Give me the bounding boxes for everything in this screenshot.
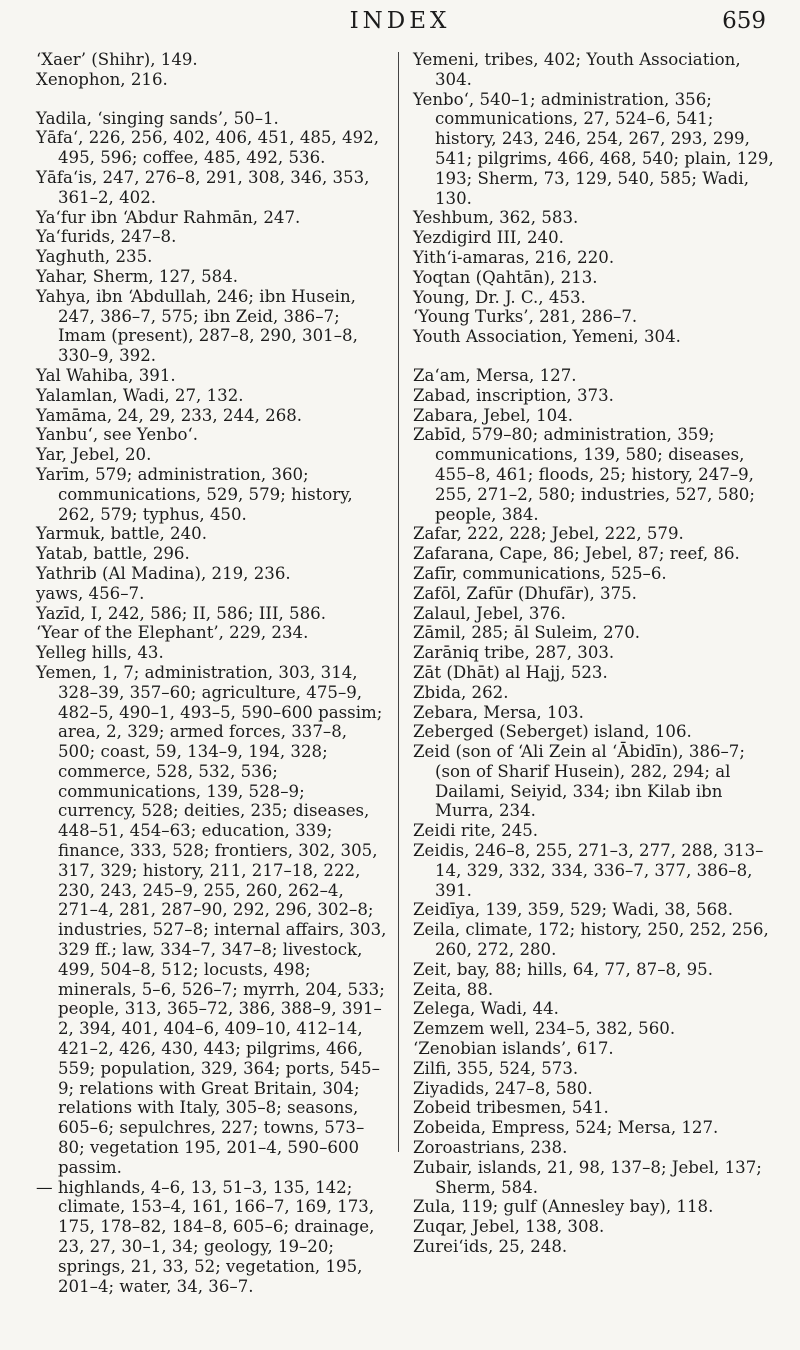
index-entry: Zeberged (Seberget) island, 106. <box>413 722 692 742</box>
index-entry: Young, Dr. J. C., 453. <box>413 287 586 307</box>
index-columns <box>0 50 800 1350</box>
index-entry: Zula, 119; gulf (Annesley bay), 118. <box>413 1197 714 1217</box>
index-entry: Zabad, inscription, 373. <box>413 385 614 405</box>
index-entry: Yahar, Sherm, 127, 584. <box>36 266 239 286</box>
index-entry: Zoroastrians, 238. <box>413 1138 568 1158</box>
index-entry: Xenophon, 216. <box>36 69 168 89</box>
index-entry: Zafīr, communications, 525–6. <box>413 563 667 583</box>
index-entry: ‘Zenobian islands’, 617. <box>413 1039 614 1059</box>
index-entry: Yathrib (Al Madina), 219, 236. <box>36 563 291 583</box>
index-entry: Zarāniq tribe, 287, 303. <box>413 643 615 663</box>
index-entry: — highlands, 4–6, 13, 51–3, 135, 142; climate, 153–4, 161, 166–7, 169, 173, 175, 178–82, 184–8, 605–6; drainage, 23, 27, 30–1, 34; geology, 19–20; springs, 21, 33, 52; vegetation, 195, 201–4; water, 34, 36–7. <box>36 1177 375 1296</box>
index-entry: Yāfa‘is, 247, 276–8, 291, 308, 346, 353, 361–2, 402. <box>36 167 370 207</box>
index-entry: Yazīd, I, 242, 586; II, 586; III, 586. <box>36 603 327 623</box>
index-entry: Yezdigird III, 240. <box>413 228 564 248</box>
index-entry: ‘Xaer’ (Shihr), 149. <box>36 50 198 69</box>
index-entry: Ya‘fur ibn ‘Abdur Rahmān, 247. <box>36 207 301 227</box>
index-entry: Ziyadids, 247–8, 580. <box>413 1078 593 1098</box>
index-entry: Zāt (Dhāt) al Hajj, 523. <box>413 662 608 682</box>
index-entry: Yarīm, 579; administration, 360; communications, 529, 579; history, 262, 579; typhus, 450. <box>36 464 353 524</box>
index-entry: Yamāma, 24, 29, 233, 244, 268. <box>36 405 303 425</box>
index-entry: Yelleg hills, 43. <box>36 643 164 663</box>
index-entry: Zāmil, 285; āl Suleim, 270. <box>413 623 641 643</box>
index-entry: Yal Wahiba, 391. <box>36 365 176 385</box>
index-entry: Zubair, islands, 21, 98, 137–8; Jebel, 137; Sherm, 584. <box>413 1157 762 1197</box>
index-entry: Zeidīya, 139, 359, 529; Wadi, 38, 568. <box>413 900 733 920</box>
left-column <box>36 50 388 1296</box>
index-entry: Zeila, climate, 172; history, 250, 252, 256, 260, 272, 280. <box>413 920 769 960</box>
page-number: 659 <box>722 8 766 34</box>
index-entry: Yanbu‘, see Yenbo‘. <box>36 425 198 445</box>
running-head: INDEX <box>349 8 451 34</box>
index-entry: Zebara, Mersa, 103. <box>413 702 584 722</box>
index-entry: Zeidis, 246–8, 255, 271–3, 277, 288, 313–14, 329, 332, 334, 336–7, 377, 386–8, 391. <box>413 841 764 900</box>
index-entry: Yaghuth, 235. <box>36 247 153 267</box>
index-entry: Yadila, ‘singing sands’, 50–1. <box>36 108 279 128</box>
index-entry: Yar, Jebel, 20. <box>36 445 152 465</box>
index-entry: Yemen, 1, 7; administration, 303, 314, 328–39, 357–60; agriculture, 475–9, 482–5, 490–1, 493–5, 590–600 passim; area, 2, 329; armed forces, 337–8, 500; coast, 59, 134–9, 194, 328; commerce, 528, 532, 536; communications, 139, 528–9; currency, 528; deities, 235; diseases, 448–51, 454–63; education, 339; finance, 333, 528; frontiers, 302, 305, 317, 329; history, 211, 217–18, 222, 230, 243, 245–9, 255, 260, 262–4, 271–4, 281, 287–90, 292, 296, 302–8; industries, 527–8; internal affairs, 303, 329 ff.; law, 334–7, 347–8; livestock, 499, 504–8, 512; locusts, 498; minerals, 5–6, 526–7; myrrh, 204, 533; people, 313, 365–72, 386, 388–9, 391–2, 394, 401, 404–6, 409–10, 412–14, 421–2, 426, 430, 443; pilgrims, 466, 559; population, 329, 364; ports, 545–9; relations with Great Britain, 304; relations with Italy, 305–8; seasons, 605–6; sepulchres, 227; towns, 573–80; vegetation 195, 201–4, 590–600 passim. <box>36 662 387 1177</box>
index-entry: Yarmuk, battle, 240. <box>36 524 207 544</box>
index-entry: Zafarana, Cape, 86; Jebel, 87; reef, 86. <box>413 544 740 564</box>
index-entry: Zafōl, Zafūr (Dhufār), 375. <box>413 583 637 603</box>
index-entry: Zeita, 88. <box>413 979 494 999</box>
index-entry: Yenbo‘, 540–1; administration, 356; communications, 27, 524–6, 541; history, 243, 246, 254, 267, 293, 299, 541; pilgrims, 466, 468, 540; plain, 129, 193; Sherm, 73, 129, 540, 585; Wadi, 130. <box>413 89 774 208</box>
index-entry: Yahya, ibn ‘Abdullah, 246; ibn Husein, 247, 386–7, 575; ibn Zeid, 386–7; Imam (present), 287–8, 290, 301–8, 330–9, 392. <box>36 286 358 366</box>
index-entry: Yeshbum, 362, 583. <box>413 208 579 228</box>
index-entry: Zafar, 222, 228; Jebel, 222, 579. <box>413 524 684 544</box>
index-entry: yaws, 456–7. <box>36 583 145 603</box>
index-entry: Yoqtan (Qahtān), 213. <box>413 267 598 287</box>
index-entry: Youth Association, Yemeni, 304. <box>413 327 681 347</box>
index-entry: Yemeni, tribes, 402; Youth Association, 304. <box>413 50 741 89</box>
index-entry: Zeit, bay, 88; hills, 64, 77, 87–8, 95. <box>413 959 713 979</box>
index-entry: ‘Young Turks’, 281, 286–7. <box>413 307 638 327</box>
right-column <box>413 50 777 1257</box>
index-entry: Zabīd, 579–80; administration, 359; communications, 139, 580; diseases, 455–8, 461; floods, 25; history, 247–9, 255, 271–2, 580; industries, 527, 580; people, 384. <box>413 425 755 524</box>
index-entry: Zelega, Wadi, 44. <box>413 999 559 1019</box>
index-entry: Zbida, 262. <box>413 682 509 702</box>
index-entry: Zeidi rite, 245. <box>413 821 539 841</box>
index-entry: Ya‘furids, 247–8. <box>36 227 177 247</box>
index-entry: Zemzem well, 234–5, 382, 560. <box>413 1019 676 1039</box>
page-header <box>0 8 800 48</box>
index-entry: Yāfa‘, 226, 256, 402, 406, 451, 485, 492, 495, 596; coffee, 485, 492, 536. <box>36 128 379 168</box>
column-divider <box>398 52 399 1152</box>
index-entry: Zobeida, Empress, 524; Mersa, 127. <box>413 1118 719 1138</box>
index-entry: Zuqar, Jebel, 138, 308. <box>413 1217 605 1237</box>
index-entry: Zalaul, Jebel, 376. <box>413 603 566 623</box>
index-entry: Za‘am, Mersa, 127. <box>413 365 577 385</box>
index-entry: Zurei‘ids, 25, 248. <box>413 1237 568 1257</box>
index-entry: Yith‘i-amaras, 216, 220. <box>413 247 615 267</box>
index-entry: ‘Year of the Elephant’, 229, 234. <box>36 623 309 643</box>
index-entry: Yalamlan, Wadi, 27, 132. <box>36 385 244 405</box>
index-entry: Yatab, battle, 296. <box>36 544 190 564</box>
index-entry: Zabara, Jebel, 104. <box>413 405 574 425</box>
index-entry: Zeid (son of ‘Ali Zein al ‘Ābidīn), 386–7; (son of Sharif Husein), 282, 294; al Dailami, Seiyid, 334; ibn Kilab ibn Murra, 234. <box>413 742 745 821</box>
index-entry: Zobeid tribesmen, 541. <box>413 1098 609 1118</box>
index-entry: Zilfi, 355, 524, 573. <box>413 1058 579 1078</box>
